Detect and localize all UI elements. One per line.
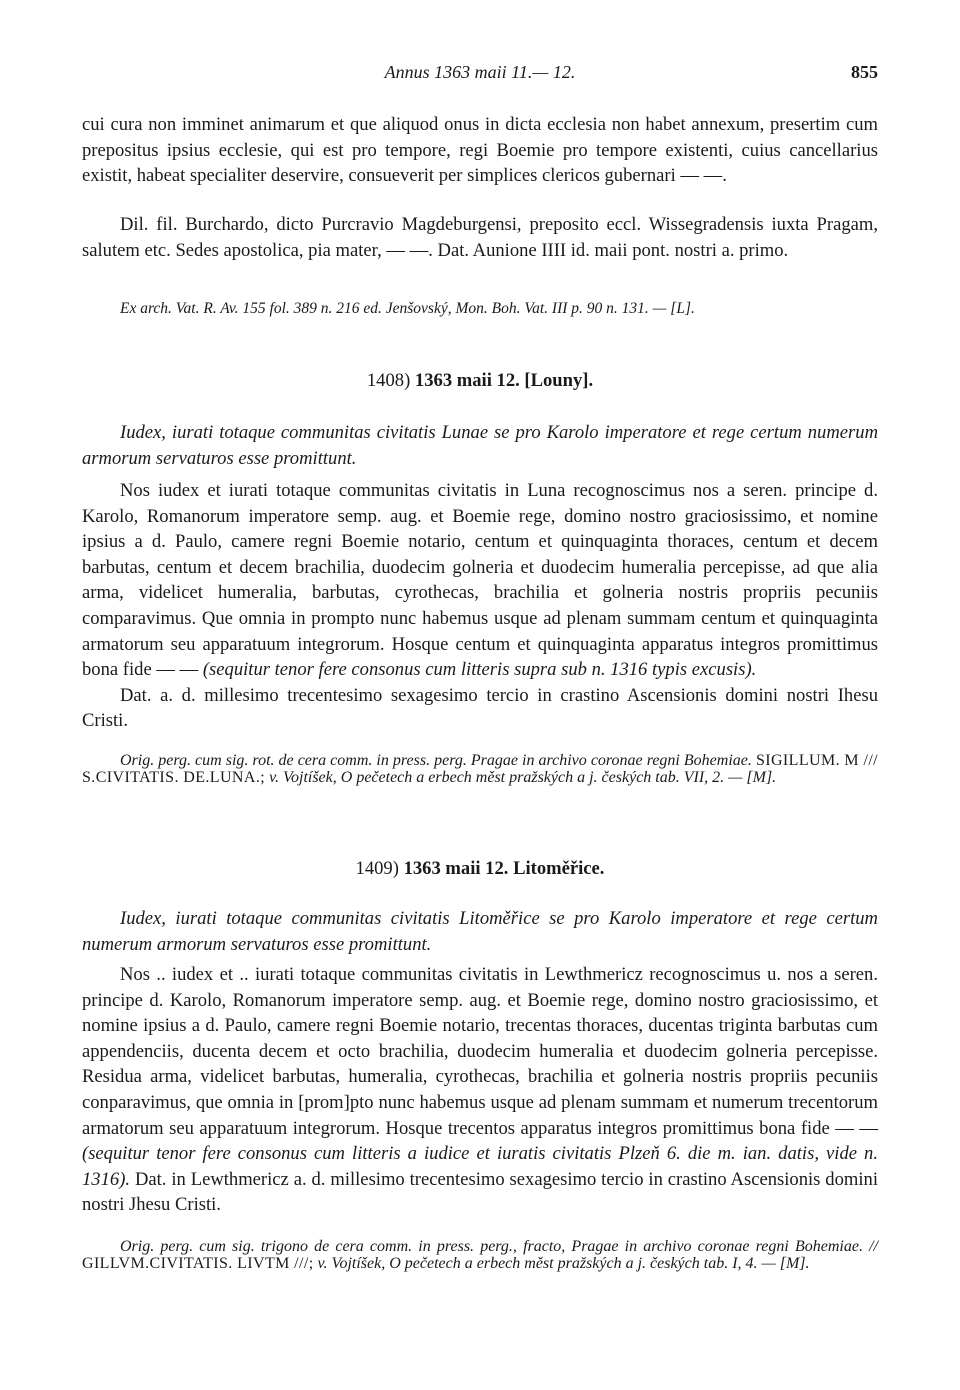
doc-1409-text-block (82, 962, 878, 1218)
letter-address: Dil. fil. Burchardo, dicto Purcravio Magdeburgensi, preposito eccl. Wissegradensis iuxta Pragam, salutem etc. Sedes apostolica, pia mater, — —. (82, 214, 878, 261)
doc-1409-note-block (82, 1238, 878, 1272)
doc-1408-text-main: Nos iudex et iurati totaque communitas civitatis in Luna recognoscimus nos a seren. principe d. Karolo, Romanorum imperatore semp. aug. et Boemie rege, domino nostro graciosissimo, et nomine ipsius a d. Paulo, camere regni Boemie notario, centum et quinquaginta thoraces, centum et decem barbutas, centum et decem brachilia, duodecim golneria et duodecim humeralia percepisse, ad que alia arma, videlicet humeralia, barbutas, cyrothecas, brachilia et golneria nostris propriis pecuniis comparavimus. Que omnia in prompto nunc habemus usque ad plenam summam centum et quinquaginta armatorum seu apparatuum integrorum. Hosque centum et quinquaginta apparatus integros promittimus bona fide — — (82, 480, 878, 681)
doc-1409-text-main: Nos .. iudex et .. iurati totaque communitas civitatis in Lewthmericz recognoscimus u. nos a seren. principe d. Karolo, Romanorum imperatore semp. aug. et Boemie rege, domino nostro graciosissimo, et nomine ipsius a d. Paulo, camere regni Boemie notario, trecentas thoraces, ducentas triginta barbutas cum appendenciis, ducenta decem et octo brachilia, duodecim humeralia et duodecim golneria percepisse. Residua arma, videlicet barbutas, humeralia, cyrothecas, brachilia et golneria nostris propriis pecuniis conparavimus, que omnia in [prom]pto nunc habemus usque ad plenam summam et numerum trecentorum armatorum seu apparatuum integrorum. Hosque trecentos apparatus integros promittimus bona fide — — (82, 964, 878, 1139)
doc-1408-date-place: 1363 maii 12. [Louny]. (414, 370, 594, 391)
letter-block (82, 212, 878, 263)
doc-1408-text-italic: (sequitur tenor fere consonus cum litteris supra sub n. 1316 typis excusis). (202, 659, 757, 681)
doc-1409-date-place: 1363 maii 12. Litoměřice. (403, 858, 605, 879)
doc-1408-note-a: Orig. perg. cum sig. rot. de cera comm. in press. perg. Pragae in archivo coronae regni Bohemiae. (120, 752, 752, 769)
doc-1409-heading (82, 858, 878, 880)
letter-paragraph (82, 212, 878, 263)
page-header (82, 62, 878, 90)
continuation-block (82, 112, 878, 189)
letter-source-note (82, 300, 878, 317)
doc-1409-regest: Iudex, iurati totaque communitas civitatis Litoměřice se pro Karolo imperatore et rege certum numerum armorum servaturos esse promittunt. (82, 908, 878, 955)
doc-1409-regest-block (82, 906, 878, 957)
doc-1408-number: 1408) (366, 370, 411, 391)
doc-1408-regest-block (82, 420, 878, 471)
doc-1408-title (82, 370, 878, 392)
doc-1408-note (82, 752, 878, 786)
page-number: 855 (851, 62, 878, 82)
doc-1409-number: 1409) (355, 858, 399, 879)
doc-1408-dating: Dat. a. d. millesimo trecentesimo sexagesimo tercio in crastino Ascensionis domini nostri Ihesu Cristi. (82, 684, 878, 732)
doc-1408-seal-legend: SIGILLUM. M /// S.CIVITATIS. DE.LUNA.; (82, 752, 879, 786)
doc-1409-text (82, 962, 878, 1218)
doc-1409-note-a: Orig. perg. cum sig. trigono de cera comm. in press. perg., fracto, Pragae in archivo coronae regni Bohemiae. // (120, 1238, 878, 1255)
continuation-paragraph: cui cura non imminet animarum et que aliquod onus in dicta ecclesia non habet annexum, presertim cum prepositus ipsius ecclesie, qui est pro tempore, regi Boemie pro tempore existenti, cuius cancellarius existit, habeat specialiter deservire, consueverit per simplices clericos gubernari — —. (82, 114, 878, 187)
doc-1409-title (82, 858, 878, 880)
doc-1408-text (82, 478, 878, 683)
doc-1409-seal-legend: GILLVM.CIVITATIS. LIVTM ///; (82, 1255, 314, 1272)
doc-1408-note-block (82, 752, 878, 786)
doc-1409-note (82, 1238, 878, 1272)
doc-1409-text-italic: (sequitur tenor fere consonus cum litteris a iudice et iuratis civitatis Plzeň 6. die m. ian. datis, vide n. 1316). (82, 1143, 878, 1190)
letter-source: Ex arch. Vat. R. Av. 155 fol. 389 n. 216 ed. Jenšovský, Mon. Boh. Vat. III p. 90 n. 131. — [L]. (120, 300, 695, 317)
running-head: Annus 1363 maii 11.— 12. (384, 62, 576, 82)
doc-1409-note-b: v. Vojtíšek, O pečetech a erbech měst pražských a j. českých tab. I, 4. — [M]. (317, 1255, 810, 1272)
letter-dating: Dat. Aunione IIII id. maii pont. nostri a. primo. (437, 239, 789, 261)
doc-1408-heading (82, 370, 878, 392)
doc-1408-regest: Iudex, iurati totaque communitas civitatis Lunae se pro Karolo imperatore et rege certum numerum armorum servaturos esse promittunt. (82, 422, 878, 469)
doc-1409-text-end: Dat. in Lewthmericz a. d. millesimo trecentesimo sexagesimo tercio in crastino Ascensionis domini nostri Jhesu Cristi. (82, 1168, 878, 1216)
doc-1408-text-block (82, 478, 878, 734)
doc-1408-note-b: v. Vojtíšek, O pečetech a erbech měst pražských a j. českých tab. VII, 2. — [M]. (269, 769, 777, 786)
